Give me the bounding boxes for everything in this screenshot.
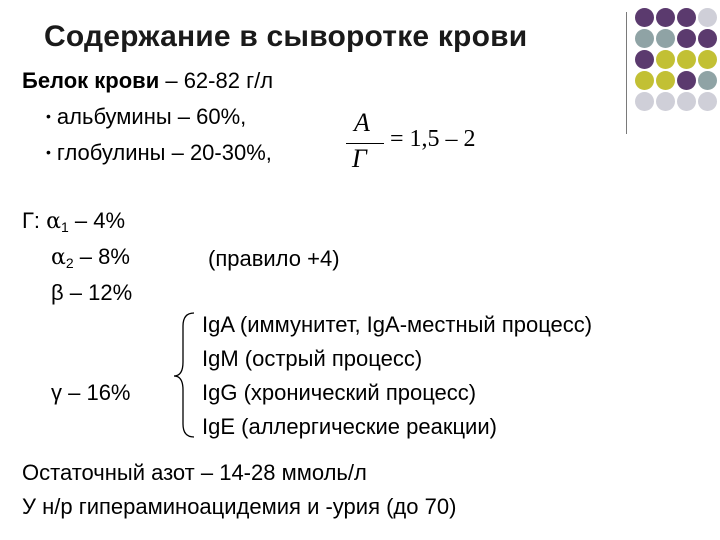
title-divider — [626, 12, 627, 134]
alpha1-subscript: 1 — [61, 219, 69, 235]
alpha-symbol: α — [51, 245, 66, 270]
protein-value: – 62-82 г/л — [159, 68, 274, 93]
alpha1-value: – 4% — [68, 208, 126, 233]
decorative-dot — [635, 8, 654, 27]
ratio-formula — [344, 108, 504, 174]
gamma-line: γ – 16% — [51, 380, 131, 405]
decorative-dot — [635, 92, 654, 111]
decorative-dot — [698, 71, 717, 90]
beta-line: β – 12% — [51, 280, 133, 305]
alpha2-value: – 8% — [73, 244, 130, 269]
albumins-text: альбумины – 60%, — [56, 104, 247, 129]
hyperaminoacidemia-line: У н/р гипераминоацидемия и -урия (до 70) — [22, 494, 457, 519]
decorative-dot — [656, 92, 675, 111]
protein-line — [22, 68, 273, 94]
alpha2-line — [51, 244, 130, 271]
alpha2-subscript: 2 — [65, 255, 74, 271]
alpha1-line — [22, 208, 125, 235]
ig-item-ige: IgE (аллергические реакции) — [202, 414, 497, 439]
protein-label: Белок крови — [22, 68, 160, 93]
decorative-dot — [656, 50, 675, 69]
decorative-dot — [635, 50, 654, 69]
formula-rhs: = 1,5 – 2 — [390, 126, 476, 152]
bullet-icon: • — [46, 108, 51, 124]
nitrogen-line: Остаточный азот – 14-28 ммоль/л — [22, 460, 367, 485]
globulins-item — [46, 140, 272, 166]
decorative-dot — [677, 50, 696, 69]
albumins-item — [46, 104, 246, 130]
decorative-dot — [656, 8, 675, 27]
decorative-dot — [656, 29, 675, 48]
ig-item-igg: IgG (хронический процесс) — [202, 380, 477, 405]
globulins-text: глобулины – 20-30%, — [56, 140, 272, 165]
decorative-dot — [677, 29, 696, 48]
formula-numerator: A — [354, 108, 370, 137]
decorative-dot — [698, 29, 717, 48]
alpha-symbol: α — [46, 209, 61, 234]
decorative-dot — [677, 71, 696, 90]
ig-item-igm: IgM (острый процесс) — [202, 346, 423, 371]
decorative-dot-grid — [635, 8, 719, 120]
decorative-dot — [656, 71, 675, 90]
bullet-icon: • — [46, 144, 51, 160]
decorative-dot — [698, 50, 717, 69]
decorative-dot — [698, 92, 717, 111]
page-title: Содержание в сыворотке крови — [44, 20, 528, 53]
decorative-dot — [698, 8, 717, 27]
g-prefix: Г: — [22, 208, 47, 233]
ig-item-iga: IgA (иммунитет, IgA-местный процесс) — [202, 312, 593, 337]
formula-denominator: Г — [352, 144, 367, 173]
decorative-dot — [635, 29, 654, 48]
rule-note: (правило +4) — [208, 246, 340, 271]
decorative-dot — [677, 8, 696, 27]
curly-brace-icon — [170, 310, 200, 440]
decorative-dot — [635, 71, 654, 90]
decorative-dot — [677, 92, 696, 111]
